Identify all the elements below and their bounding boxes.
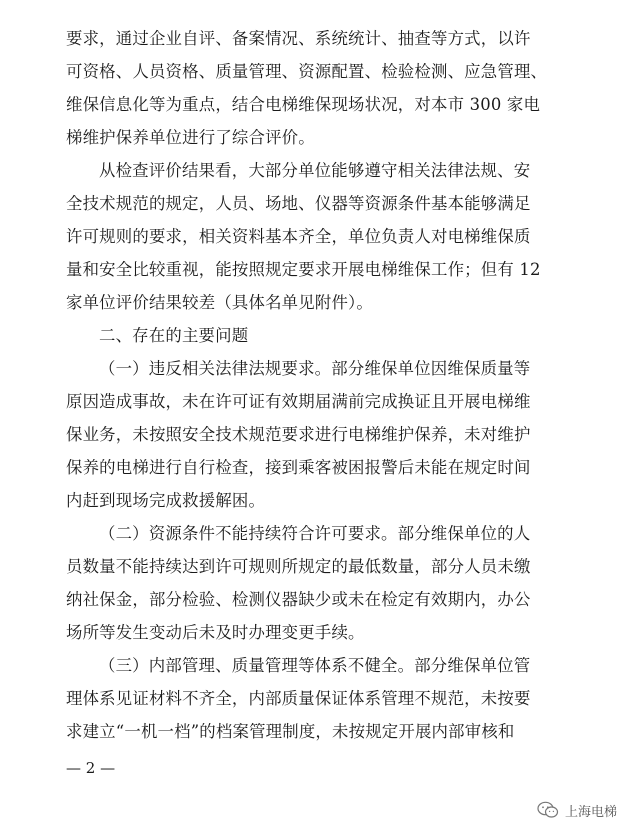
- watermark-label: 上海电梯: [564, 804, 617, 820]
- text-line: 内赶到现场完成救援解困。: [66, 491, 266, 510]
- page-number: — 2 —: [66, 759, 116, 777]
- wechat-watermark: [537, 798, 617, 822]
- item-heading-line: （一）违反相关法律法规要求。部分维保单位因维保质量等: [99, 359, 531, 378]
- text-line: 全技术规范的规定，人员、场地、仪器等资源条件基本能够满足: [66, 194, 531, 213]
- text-line: 要求，通过企业自评、备案情况、系统统计、抽查等方式，以许: [66, 29, 531, 48]
- item-heading-line: （二）资源条件不能持续符合许可要求。部分维保单位的人: [99, 524, 531, 543]
- text-line: 员数量不能持续达到许可规则所规定的最低数量，部分人员未缴: [66, 557, 531, 576]
- text-line: 许可规则的要求，相关资料基本齐全，单位负责人对电梯维保质: [66, 227, 531, 246]
- text-line: 场所等发生变动后未及时办理变更手续。: [66, 623, 365, 642]
- wechat-icon: [537, 801, 559, 819]
- text-line: 家单位评价结果较差（具体名单见附件）。: [66, 293, 374, 312]
- text-line: 梯维护保养单位进行了综合评价。: [66, 128, 315, 147]
- section-heading: 二、存在的主要问题: [99, 326, 249, 345]
- text-line: 保业务，未按照安全技术规范要求进行电梯维护保养，未对维护: [66, 425, 531, 444]
- text-line: 保养的电梯进行自行检查，接到乘客被困报警后未能在规定时间: [66, 458, 531, 477]
- text-line: 量和安全比较重视，能按照规定要求开展电梯维保工作；但有 12: [66, 260, 541, 279]
- text-line: 原因造成事故，未在许可证有效期届满前完成换证且开展电梯维: [66, 392, 531, 411]
- text-line: 纳社保金，部分检验、检测仪器缺少或未在检定有效期内，办公: [66, 590, 531, 609]
- text-line: 求建立“一机一档”的档案管理制度，未按规定开展内部审核和: [66, 722, 515, 741]
- text-line: 从检查评价结果看，大部分单位能够遵守相关法律法规、安: [99, 161, 531, 180]
- text-line: 理体系见证材料不齐全，内部质量保证体系管理不规范，未按要: [66, 689, 531, 708]
- item-heading-line: （三）内部管理、质量管理等体系不健全。部分维保单位管: [99, 656, 531, 675]
- text-line: 可资格、人员资格、质量管理、资源配置、检验检测、应急管理、: [66, 62, 548, 81]
- text-line: 维保信息化等为重点，结合电梯维保现场状况，对本市 300 家电: [66, 95, 541, 114]
